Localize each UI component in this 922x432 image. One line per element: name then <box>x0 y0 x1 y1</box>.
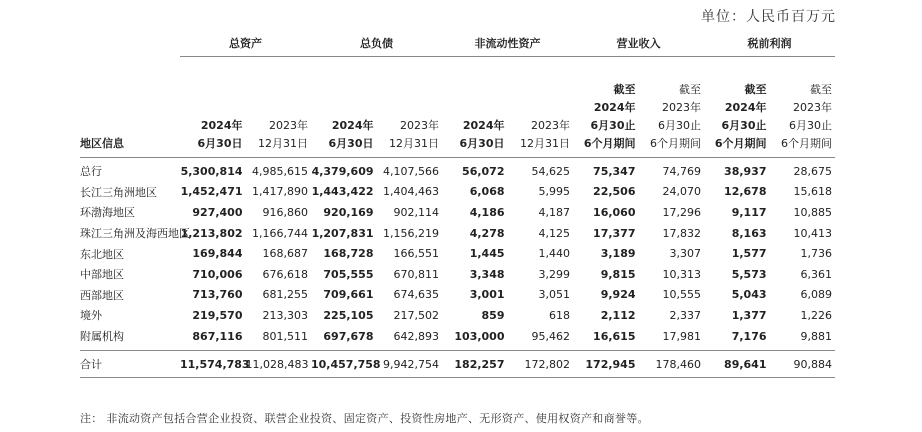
date-header-line: 6月30日 <box>459 137 505 150</box>
unit-label: 单位：人民币百万元 <box>701 9 836 25</box>
date-header-line: 6个月期间 <box>583 137 636 150</box>
date-header-line: 2024年 <box>593 101 636 114</box>
table-row <box>80 285 835 306</box>
date-header-line: 6月30止 <box>789 119 832 132</box>
value-cell: 225,105 <box>323 308 374 322</box>
value-cell: 1,736 <box>800 247 832 261</box>
table-row <box>80 202 835 223</box>
value-cell: 5,300,814 <box>180 164 243 178</box>
value-cell: 22,506 <box>593 185 636 199</box>
value-cell: 38,937 <box>724 164 767 178</box>
date-header-cell <box>770 57 836 158</box>
region-name-cell: 总行 <box>80 165 102 179</box>
value-cell: 4,186 <box>469 205 505 219</box>
region-name-cell: 珠江三角洲及海西地区 <box>80 227 190 241</box>
total-value-cell: 172,945 <box>573 351 639 378</box>
value-cell: 2,112 <box>600 308 636 322</box>
total-value-cell: 182,257 <box>442 351 508 378</box>
table-row <box>80 243 835 264</box>
group-header-operating-income: 营业收入 <box>573 30 704 57</box>
table-row <box>80 305 835 326</box>
date-header-line: 2023年 <box>662 101 701 114</box>
date-header-row <box>80 57 835 158</box>
date-header-line: 12月31日 <box>389 137 439 150</box>
value-cell: 9,924 <box>600 288 636 302</box>
value-cell: 3,348 <box>469 267 505 281</box>
value-cell: 10,413 <box>793 226 832 240</box>
value-cell: 8,163 <box>731 226 767 240</box>
value-cell: 676,618 <box>262 267 308 281</box>
date-header-line: 2024年 <box>724 101 767 114</box>
value-cell: 674,635 <box>393 288 439 302</box>
value-cell: 1,577 <box>731 247 767 261</box>
value-cell: 217,502 <box>393 308 439 322</box>
region-name-cell: 西部地区 <box>80 288 124 302</box>
date-header-line: 6个月期间 <box>714 137 767 150</box>
value-cell: 670,811 <box>393 267 439 281</box>
value-cell: 1,377 <box>731 308 767 322</box>
date-header-cell <box>508 57 574 158</box>
value-cell: 681,255 <box>262 288 308 302</box>
total-value-cell: 9,942,754 <box>377 351 443 378</box>
date-header-line: 2023年 <box>531 119 570 132</box>
value-cell: 4,985,615 <box>252 164 308 178</box>
region-name-cell: 附属机构 <box>80 326 180 351</box>
value-cell: 7,176 <box>704 326 770 351</box>
value-cell: 713,760 <box>192 288 243 302</box>
value-cell: 17,981 <box>639 326 705 351</box>
value-cell: 1,166,744 <box>252 226 308 240</box>
footnote: 注： 非流动资产包括合营企业投资、联营企业投资、固定资产、投资性房地产、无形资产、使用权资产和商誉等。 <box>80 412 649 425</box>
date-header-line: 2023年 <box>400 119 439 132</box>
value-cell: 1,417,890 <box>252 185 308 199</box>
value-cell: 1,440 <box>538 247 570 261</box>
value-cell: 169,844 <box>192 247 243 261</box>
group-header-non-current-assets: 非流动性资产 <box>442 30 573 57</box>
table-row <box>80 326 835 351</box>
value-cell: 17,296 <box>662 205 701 219</box>
value-cell: 9,881 <box>770 326 836 351</box>
date-header-cell <box>180 57 246 158</box>
value-cell: 927,400 <box>192 205 243 219</box>
value-cell: 12,678 <box>724 185 767 199</box>
regional-info-table <box>80 30 835 378</box>
value-cell: 710,006 <box>192 267 243 281</box>
value-cell: 3,001 <box>469 288 505 302</box>
value-cell: 54,625 <box>531 164 570 178</box>
table-row <box>80 223 835 244</box>
value-cell: 75,347 <box>593 164 636 178</box>
date-header-line: 12月31日 <box>258 137 308 150</box>
date-header-cell <box>442 57 508 158</box>
table-row <box>80 264 835 285</box>
value-cell: 28,675 <box>793 164 832 178</box>
group-header-total-assets: 总资产 <box>180 30 311 57</box>
value-cell: 213,303 <box>262 308 308 322</box>
value-cell: 4,125 <box>538 226 570 240</box>
date-header-cell <box>377 57 443 158</box>
value-cell: 10,885 <box>793 205 832 219</box>
value-cell: 74,769 <box>662 164 701 178</box>
value-cell: 4,379,609 <box>311 164 374 178</box>
date-header-line: 2023年 <box>793 101 832 114</box>
value-cell: 219,570 <box>192 308 243 322</box>
value-cell: 2,337 <box>669 308 701 322</box>
value-cell: 16,615 <box>573 326 639 351</box>
date-header-cell <box>704 57 770 158</box>
value-cell: 95,462 <box>508 326 574 351</box>
region-name-cell: 东北地区 <box>80 247 124 261</box>
value-cell: 3,189 <box>600 247 636 261</box>
value-cell: 801,511 <box>246 326 312 351</box>
value-cell: 10,555 <box>662 288 701 302</box>
value-cell: 5,043 <box>731 288 767 302</box>
value-cell: 168,728 <box>323 247 374 261</box>
table-body <box>80 158 835 351</box>
date-header-line: 6月30日 <box>197 137 243 150</box>
table-row <box>80 158 835 182</box>
value-cell: 859 <box>481 308 505 322</box>
value-cell: 17,377 <box>593 226 636 240</box>
date-header-line: 截至 <box>679 83 701 96</box>
value-cell: 9,815 <box>600 267 636 281</box>
date-header-line: 截至 <box>613 83 636 96</box>
date-header-line: 截至 <box>810 83 832 96</box>
total-value-cell: 89,641 <box>704 351 770 378</box>
region-name-cell: 境外 <box>80 309 102 323</box>
value-cell: 103,000 <box>442 326 508 351</box>
date-header-cell <box>573 57 639 158</box>
group-header-profit-before-tax: 税前利润 <box>704 30 835 57</box>
value-cell: 3,307 <box>669 247 701 261</box>
table-row <box>80 182 835 203</box>
value-cell: 5,995 <box>538 185 570 199</box>
value-cell: 920,169 <box>323 205 374 219</box>
value-cell: 1,452,471 <box>180 185 243 199</box>
value-cell: 1,445 <box>469 247 505 261</box>
group-header-total-liabilities: 总负债 <box>311 30 442 57</box>
value-cell: 916,860 <box>262 205 308 219</box>
date-header-cell <box>246 57 312 158</box>
table-total <box>80 351 835 378</box>
value-cell: 618 <box>549 308 570 322</box>
group-header-row <box>80 30 835 57</box>
date-header-line: 2024年 <box>462 119 505 132</box>
value-cell: 867,116 <box>180 326 246 351</box>
region-name-cell: 长江三角洲地区 <box>80 185 157 199</box>
date-header-cell <box>639 57 705 158</box>
value-cell: 6,068 <box>469 185 505 199</box>
value-cell: 5,573 <box>731 267 767 281</box>
date-header-line: 2023年 <box>269 119 308 132</box>
total-label-cell: 合计 <box>80 351 180 378</box>
date-header-line: 2024年 <box>331 119 374 132</box>
total-value-cell: 172,802 <box>508 351 574 378</box>
value-cell: 24,070 <box>662 185 701 199</box>
date-header-cell <box>311 57 377 158</box>
value-cell: 17,832 <box>662 226 701 240</box>
value-cell: 1,226 <box>800 308 832 322</box>
value-cell: 166,551 <box>393 247 439 261</box>
date-header-line: 2024年 <box>200 119 243 132</box>
date-header-line: 6月30止 <box>721 119 767 132</box>
value-cell: 705,555 <box>323 267 374 281</box>
value-cell: 4,107,566 <box>383 164 439 178</box>
date-header-line: 6月30止 <box>658 119 701 132</box>
value-cell: 16,060 <box>593 205 636 219</box>
date-header-line: 6个月期间 <box>781 137 832 150</box>
value-cell: 1,443,422 <box>311 185 374 199</box>
total-value-cell: 11,574,783 <box>180 351 246 378</box>
value-cell: 4,278 <box>469 226 505 240</box>
value-cell: 697,678 <box>311 326 377 351</box>
date-header-line: 6个月期间 <box>650 137 701 150</box>
value-cell: 3,299 <box>538 267 570 281</box>
value-cell: 709,661 <box>323 288 374 302</box>
date-header-line: 12月31日 <box>520 137 570 150</box>
value-cell: 6,361 <box>800 267 832 281</box>
value-cell: 10,313 <box>662 267 701 281</box>
region-name-cell: 环渤海地区 <box>80 206 135 220</box>
region-column-header: 地区信息 <box>80 57 180 158</box>
total-value-cell: 178,460 <box>639 351 705 378</box>
value-cell: 6,089 <box>800 288 832 302</box>
value-cell: 1,207,831 <box>311 226 374 240</box>
total-row <box>80 351 835 378</box>
value-cell: 1,213,802 <box>180 226 243 240</box>
total-value-cell: 90,884 <box>770 351 836 378</box>
date-header-line: 6月30止 <box>590 119 636 132</box>
value-cell: 642,893 <box>377 326 443 351</box>
total-value-cell: 11,028,483 <box>246 351 312 378</box>
value-cell: 902,114 <box>393 205 439 219</box>
value-cell: 4,187 <box>538 205 570 219</box>
value-cell: 168,687 <box>262 247 308 261</box>
value-cell: 1,156,219 <box>383 226 439 240</box>
value-cell: 3,051 <box>538 288 570 302</box>
date-header-line: 6月30日 <box>328 137 374 150</box>
value-cell: 9,117 <box>731 205 767 219</box>
total-value-cell: 10,457,758 <box>311 351 377 378</box>
value-cell: 15,618 <box>793 185 832 199</box>
date-header-line: 截至 <box>744 83 767 96</box>
value-cell: 56,072 <box>462 164 505 178</box>
value-cell: 1,404,463 <box>383 185 439 199</box>
region-name-cell: 中部地区 <box>80 268 124 282</box>
